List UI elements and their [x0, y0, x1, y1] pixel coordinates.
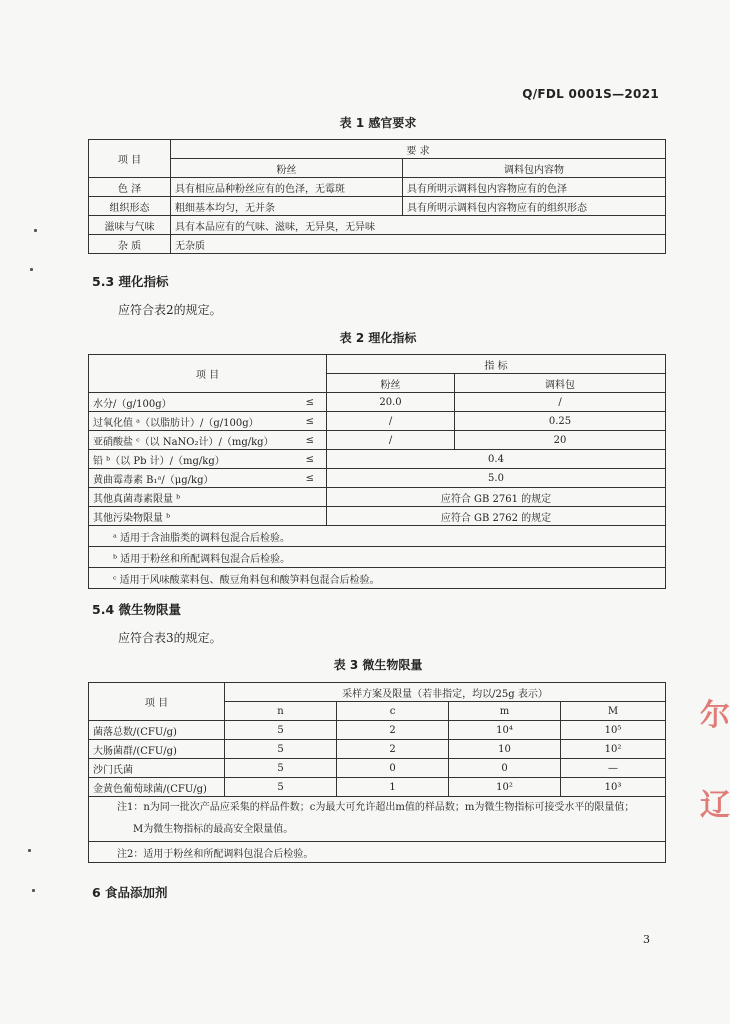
scan-speck — [32, 889, 35, 892]
table-row — [89, 235, 666, 254]
table1-req-header: 要 求 — [171, 140, 666, 159]
table-cell: / — [327, 412, 455, 431]
section-5-4-paragraph: 应符合表3的规定。 — [118, 631, 222, 645]
table2-item-header: 项 目 — [89, 355, 327, 393]
table3-col-n: n — [225, 702, 337, 721]
table-cell: 组织形态 — [89, 197, 171, 216]
table3-microbial — [88, 682, 666, 863]
table-cell: 具有所明示调料包内容物应有的组织形态 — [403, 197, 666, 216]
table1-caption: 表 1 感官要求 — [339, 116, 417, 130]
table1-item-header: 项 目 — [89, 140, 171, 178]
table-cell: 10⁵ — [561, 721, 666, 740]
table-row — [89, 740, 666, 759]
table-cell: 0 — [449, 759, 561, 778]
table3-plan-header: 采样方案及限量（若非指定，均以/25g 表示） — [225, 683, 666, 702]
table-cell: 亚硝酸盐 ᶜ（以 NaNO₂计）/（mg/kg） — [89, 431, 289, 450]
table-cell: 具有相应品种粉丝应有的色泽，无霉斑 — [171, 178, 403, 197]
table3-item-header: 项 目 — [89, 683, 225, 721]
table-cell: 铅 ᵇ（以 Pb 计）/（mg/kg） — [89, 450, 289, 469]
table-row — [89, 216, 666, 235]
table-cell: ≤ — [289, 393, 327, 412]
table3-note-1-line1: 注1：n为同一批次产品应采集的样品件数；c为最大可允许超出m值的样品数；m为微生物指标可接受水平的限量值； — [117, 802, 635, 813]
table-row — [89, 450, 666, 469]
table3-col-m: m — [449, 702, 561, 721]
table3-note-1 — [89, 797, 666, 842]
table3-note-2: 注2：适用于粉丝和所配调料包混合后检验。 — [89, 842, 666, 863]
table-cell: 20 — [455, 431, 666, 450]
table-cell: 0.4 — [327, 450, 666, 469]
section-5-3-title: 5.3 理化指标 — [92, 274, 169, 289]
scan-speck — [34, 229, 37, 232]
table-row — [89, 721, 666, 740]
table3-note-1-line2: M为微生物指标的最高安全限量值。 — [133, 824, 294, 835]
section-5-3-paragraph: 应符合表2的规定。 — [118, 303, 222, 317]
table-cell: ≤ — [289, 412, 327, 431]
table-cell: 应符合 GB 2762 的规定 — [327, 507, 666, 526]
table2-col-seasoning: 调料包 — [455, 374, 666, 393]
table-cell: 10⁴ — [449, 721, 561, 740]
table3-caption: 表 3 微生物限量 — [333, 658, 423, 672]
table2-footnote-a: ᵃ 适用于含油脂类的调料包混合后检验。 — [89, 526, 666, 547]
table-cell: 大肠菌群/(CFU/g) — [89, 740, 225, 759]
red-seal-fragment: 尔 — [700, 698, 730, 733]
scan-speck — [30, 268, 33, 271]
table-cell: — — [561, 759, 666, 778]
table-row — [89, 178, 666, 197]
table2-ind-header: 指 标 — [327, 355, 666, 374]
table2-col-fensi: 粉丝 — [327, 374, 455, 393]
section-5-4-title: 5.4 微生物限量 — [92, 602, 181, 617]
table-cell: ≤ — [289, 469, 327, 488]
table2-footnote-b: ᵇ 适用于粉丝和所配调料包混合后检验。 — [89, 547, 666, 568]
table-row — [89, 778, 666, 797]
red-seal-fragment: 辽 — [700, 788, 730, 823]
table-cell: 滋味与气味 — [89, 216, 171, 235]
table-cell: 其他真菌毒素限量 ᵇ — [89, 488, 327, 507]
document-code: Q/FDL 0001S—2021 — [522, 87, 659, 101]
table-cell: 2 — [337, 721, 449, 740]
table3-col-M: M — [561, 702, 666, 721]
page-number: 3 — [643, 933, 650, 946]
table-cell: 具有本品应有的气味、滋味，无异臭，无异味 — [171, 216, 666, 235]
table-cell: / — [455, 393, 666, 412]
table1-sensory — [88, 139, 666, 254]
table-cell: 应符合 GB 2761 的规定 — [327, 488, 666, 507]
table-cell: 杂 质 — [89, 235, 171, 254]
table2-physicochemical — [88, 354, 666, 589]
table-row — [89, 507, 666, 526]
scan-speck — [28, 849, 31, 852]
table-cell: 菌落总数/(CFU/g) — [89, 721, 225, 740]
table2-footnote-c: ᶜ 适用于风味酸菜料包、酸豆角料包和酸笋料包混合后检验。 — [89, 568, 666, 589]
table-cell: 5.0 — [327, 469, 666, 488]
table-cell: 10² — [449, 778, 561, 797]
table-cell: / — [327, 431, 455, 450]
table-cell: 5 — [225, 740, 337, 759]
table1-col-seasoning: 调料包内容物 — [403, 159, 666, 178]
table-cell: 2 — [337, 740, 449, 759]
table-cell: 具有所明示调料包内容物应有的色泽 — [403, 178, 666, 197]
table3-col-c: c — [337, 702, 449, 721]
table-cell: 0.25 — [455, 412, 666, 431]
table-row — [89, 412, 666, 431]
table-row — [89, 431, 666, 450]
table-cell: ≤ — [289, 450, 327, 469]
table-cell: 粗细基本均匀，无并条 — [171, 197, 403, 216]
table-row — [89, 759, 666, 778]
table-cell: 10³ — [561, 778, 666, 797]
table-row — [89, 488, 666, 507]
table-cell: 20.0 — [327, 393, 455, 412]
table-cell: 5 — [225, 778, 337, 797]
table-row — [89, 469, 666, 488]
table-cell: 10 — [449, 740, 561, 759]
table-cell: 10² — [561, 740, 666, 759]
table-cell: 1 — [337, 778, 449, 797]
table-cell: 黄曲霉毒素 B₁ᵃ/（μg/kg） — [89, 469, 289, 488]
table-cell: 金黄色葡萄球菌/(CFU/g) — [89, 778, 225, 797]
table2-caption: 表 2 理化指标 — [339, 331, 417, 345]
table-cell: 过氧化值 ᵃ（以脂肪计）/（g/100g） — [89, 412, 289, 431]
table-cell: ≤ — [289, 431, 327, 450]
table-cell: 5 — [225, 721, 337, 740]
table-cell: 沙门氏菌 — [89, 759, 225, 778]
table-cell: 5 — [225, 759, 337, 778]
table-cell: 色 泽 — [89, 178, 171, 197]
table-cell: 其他污染物限量 ᵇ — [89, 507, 327, 526]
table-row — [89, 393, 666, 412]
table-cell: 无杂质 — [171, 235, 666, 254]
table-row — [89, 197, 666, 216]
table-cell: 水分/（g/100g） — [89, 393, 289, 412]
table-cell: 0 — [337, 759, 449, 778]
table1-col-fensi: 粉丝 — [171, 159, 403, 178]
section-6-title: 6 食品添加剂 — [92, 885, 168, 900]
